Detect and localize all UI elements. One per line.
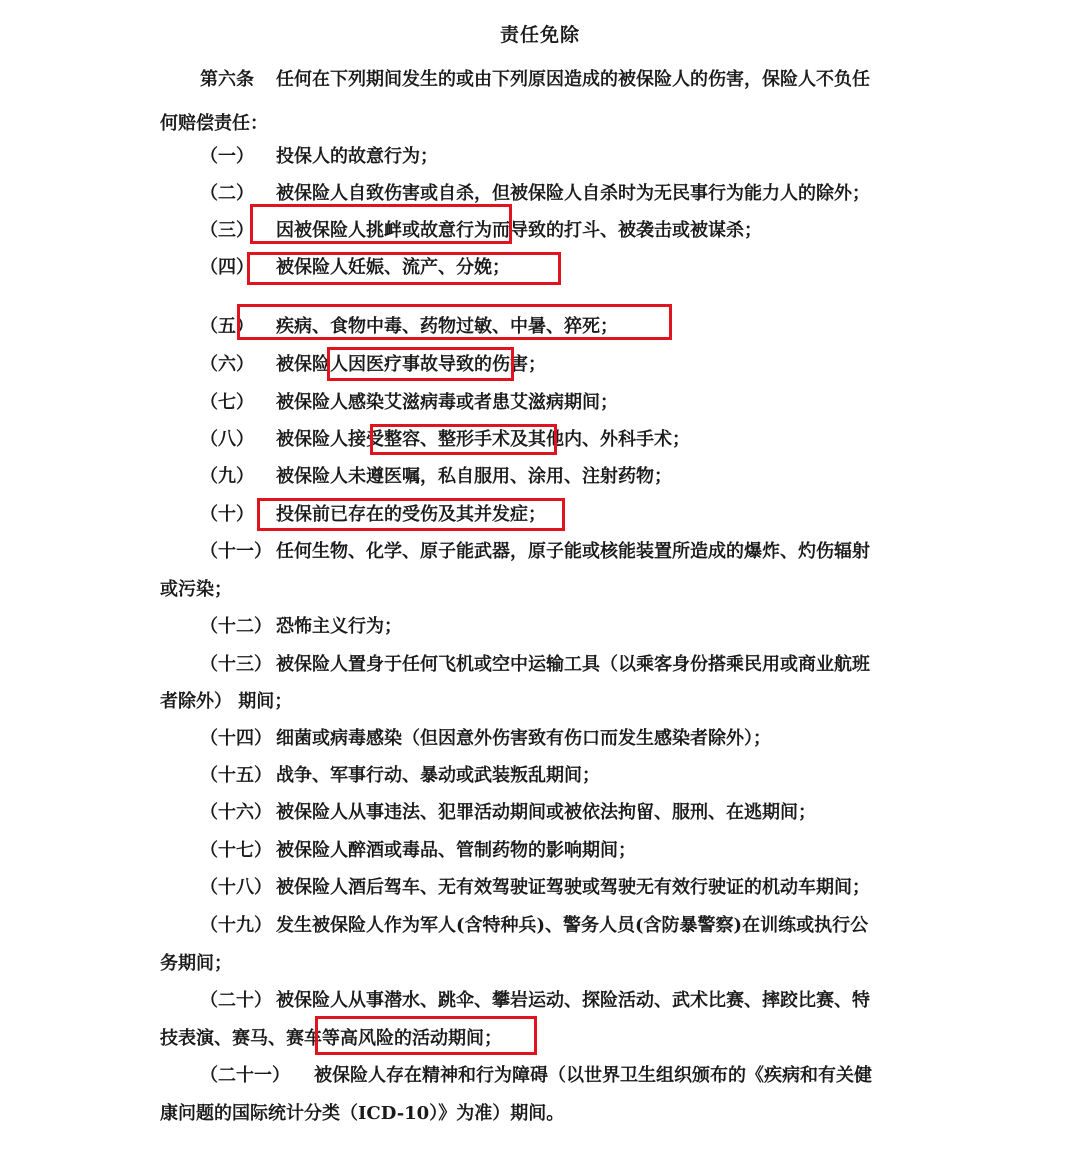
highlight-box-clause-4	[247, 252, 561, 285]
clause-number: （十九）	[200, 915, 272, 936]
clause-number: （十七）	[200, 840, 272, 861]
clause-number: （十四）	[200, 728, 272, 749]
clause-number: （十一）	[200, 541, 272, 562]
clause-text: 战争、军事行动、暴动或武装叛乱期间；	[276, 765, 600, 786]
clause-number: （一）	[200, 146, 254, 167]
highlight-box-clause-6	[327, 347, 514, 381]
clause-text: 细菌或病毒感染（但因意外伤害致有伤口而发生感染者除外）；	[276, 728, 771, 749]
clause-text: 被保险人存在精神和行为障碍（以世界卫生组织颁布的《疾病和有关健	[314, 1065, 872, 1086]
article-intro-line1: 任何在下列期间发生的或由下列原因造成的被保险人的伤害，保险人不负任	[276, 69, 870, 90]
clause-text: 投保前已存在的受伤及其并发症；	[276, 504, 546, 525]
clause-text: 被保险人酒后驾车、无有效驾驶证驾驶或驾驶无有效行驶证的机动车期间；	[276, 877, 870, 898]
highlight-box-clause-8	[370, 424, 557, 455]
clause-text: 因被保险人挑衅或故意行为而导致的打斗、被袭击或被谋杀；	[276, 220, 762, 241]
clause-continuation: 技表演、赛马、赛车等高风险的活动期间；	[160, 1028, 502, 1049]
highlight-box-clause-5	[237, 304, 672, 340]
clause-number: （十三）	[200, 654, 272, 675]
clause-number: （二十一）	[200, 1065, 290, 1086]
clause-text: 任何生物、化学、原子能武器，原子能或核能装置所造成的爆炸、灼伤辐射	[276, 541, 870, 562]
clause-number: （十八）	[200, 877, 272, 898]
document-title: 责任免除	[499, 24, 580, 46]
clause-text: 被保险人感染艾滋病毒或者患艾滋病期间；	[276, 392, 618, 413]
clause-text: 被保险人置身于任何飞机或空中运输工具（以乘客身份搭乘民用或商业航班	[276, 654, 870, 675]
highlight-box-clause-10	[257, 498, 565, 531]
clause-text: 被保险人妊娠、流产、分娩；	[276, 257, 510, 278]
clause-continuation: 或污染；	[160, 579, 232, 600]
clause-text: 疾病、食物中毒、药物过敏、中暑、猝死；	[276, 316, 618, 337]
clause-number: （二）	[200, 183, 254, 204]
highlight-box-clause-3	[250, 204, 512, 244]
clause-number: （七）	[200, 392, 254, 413]
clause-text: 被保险人从事违法、犯罪活动期间或被依法拘留、服刑、在逃期间；	[276, 802, 816, 823]
clause-text: 恐怖主义行为；	[276, 616, 402, 637]
clause-number: （四）	[200, 257, 254, 278]
clause-text: 被保险人醉酒或毒品、管制药物的影响期间；	[276, 840, 636, 861]
clause-text: 被保险人自致伤害或自杀，但被保险人自杀时为无民事行为能力人的除外；	[276, 183, 870, 204]
clause-text: 发生被保险人作为军人(含特种兵)、警务人员(含防暴警察)在训练或执行公	[276, 915, 869, 936]
clause-number: （十二）	[200, 616, 272, 637]
clause-number: （二十）	[200, 990, 272, 1011]
clause-continuation: 康问题的国际统计分类（ICD-10）》为准）期间。	[160, 1103, 565, 1124]
clause-number: （九）	[200, 466, 254, 487]
article-label: 第六条	[200, 69, 254, 90]
clause-number: （十六）	[200, 802, 272, 823]
clause-number: （三）	[200, 220, 254, 241]
clause-text: 投保人的故意行为；	[276, 146, 438, 167]
clause-number: （六）	[200, 354, 254, 375]
clause-number: （十五）	[200, 765, 272, 786]
article-intro-line2: 何赔偿责任：	[160, 113, 268, 134]
clause-continuation: 者除外） 期间；	[160, 691, 293, 712]
clause-number: （八）	[200, 429, 254, 450]
highlight-box-clause-20	[315, 1016, 537, 1055]
clause-text: 被保险人未遵医嘱，私自服用、涂用、注射药物；	[276, 466, 672, 487]
clause-continuation: 务期间；	[160, 953, 232, 974]
clause-text: 被保险人接受整容、整形手术及其他内、外科手术；	[276, 429, 690, 450]
clause-text: 被保险人从事潜水、跳伞、攀岩运动、探险活动、武术比赛、摔跤比赛、特	[276, 990, 870, 1011]
clause-text: 被保险人因医疗事故导致的伤害；	[276, 354, 546, 375]
clause-number: （十）	[200, 504, 254, 525]
clause-number: （五）	[200, 316, 254, 337]
